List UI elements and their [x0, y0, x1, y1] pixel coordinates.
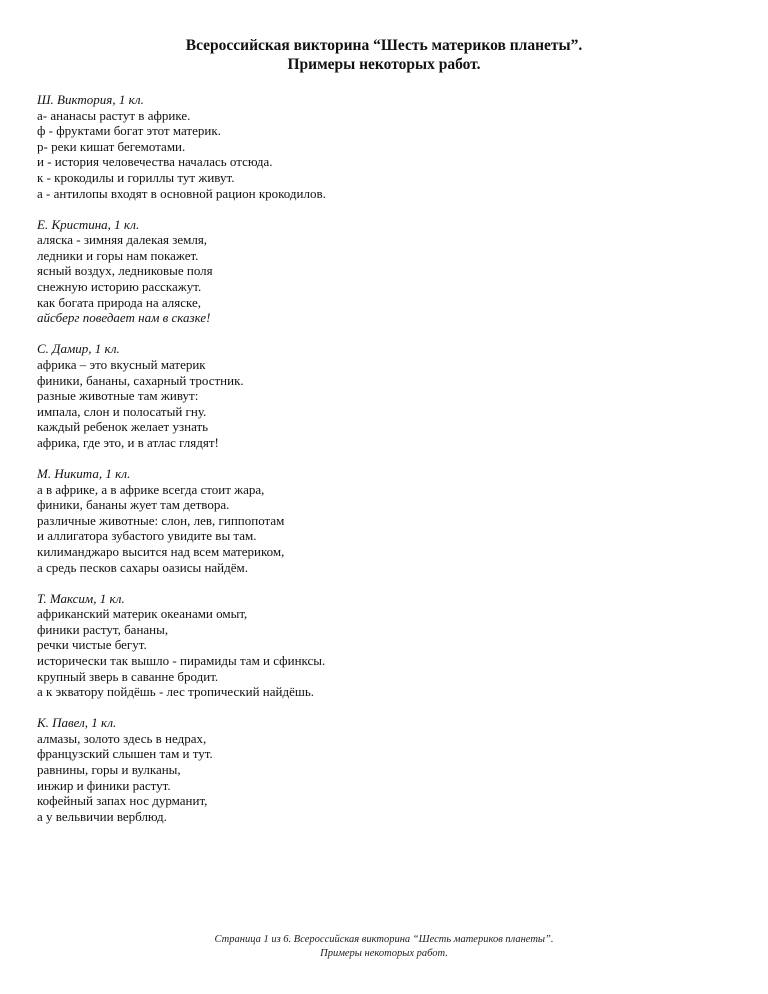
- poem-line: и - история человечества началась отсюда.: [37, 154, 273, 170]
- poem-line: финики, бананы, сахарный тростник.: [37, 372, 244, 388]
- footer-line-2: Примеры некоторых работ.: [320, 948, 448, 959]
- entry-author: Т. Максим, 1 кл.: [37, 590, 125, 606]
- poem-line: а к экватору пойдёшь - лес тропический найдёшь.: [37, 684, 315, 700]
- poem-entry: [37, 341, 737, 450]
- poem-line: а - антилопы входят в основной рацион крокодилов.: [37, 185, 326, 201]
- footer-line-1: Страница 1 из 6. Всероссийская викторина “Шесть материков планеты”.: [214, 934, 554, 945]
- poem-line: инжир и финики растут.: [37, 777, 171, 793]
- poem-line: а средь песков сахары оазисы найдём.: [37, 559, 248, 575]
- poem-line: ф - фруктами богат этот материк.: [37, 123, 221, 139]
- poem-line: африканский материк океанами омыт,: [37, 606, 248, 622]
- poem-line: килиманджаро высится над всем материком,: [37, 543, 285, 559]
- poem-entry: [37, 92, 737, 201]
- entry-author: М. Никита, 1 кл.: [37, 465, 131, 481]
- poem-entry: [37, 715, 737, 824]
- entry-author: С. Дамир, 1 кл.: [37, 341, 120, 357]
- entry-author: К. Павел, 1 кл.: [37, 715, 117, 731]
- poem-line: снежную историю расскажут.: [37, 279, 202, 295]
- poem-line: африка, где это, и в атлас глядят!: [37, 434, 219, 450]
- entries-list: [37, 92, 737, 840]
- poem-line: а в африке, а в африке всегда стоит жара,: [37, 481, 265, 497]
- poem-line: финики растут, бананы,: [37, 621, 169, 637]
- poem-line: исторически так вышло - пирамиды там и сфинксы.: [37, 653, 326, 668]
- document-header: [0, 36, 768, 74]
- page-footer: [0, 933, 768, 961]
- poem-line: кофейный запах нос дурманит,: [37, 793, 208, 809]
- poem-line: р- реки кишат бегемотами.: [37, 138, 186, 154]
- poem-entry: [37, 217, 737, 326]
- poem-line: аляска - зимняя далекая земля,: [37, 232, 208, 248]
- title-line-1: Всероссийская викторина “Шесть материков планеты”.: [185, 37, 583, 54]
- poem-line: финики, бананы жует там детвора.: [37, 497, 230, 513]
- poem-line: разные животные там живут:: [37, 388, 199, 404]
- poem-line: французский слышен там и тут.: [37, 746, 213, 762]
- poem-line: каждый ребенок желает узнать: [37, 419, 209, 435]
- poem-line: ясный воздух, ледниковые поля: [37, 263, 213, 279]
- poem-line: речки чистые бегут.: [37, 637, 147, 653]
- poem-line: и аллигатора зубастого увидите вы там.: [37, 528, 257, 544]
- poem-line: африка – это вкусный материк: [37, 356, 206, 372]
- poem-entry: [37, 591, 737, 700]
- entry-author: Е. Кристина, 1 кл.: [37, 216, 140, 232]
- poem-line: к - крокодилы и гориллы тут живут.: [37, 169, 235, 185]
- poem-line: импала, слон и полосатый гну.: [37, 403, 207, 419]
- poem-line: ледники и горы нам покажет.: [37, 247, 199, 263]
- title-line-2: Примеры некоторых работ.: [287, 56, 481, 73]
- poem-line: крупный зверь в саванне бродит.: [37, 668, 219, 684]
- poem-line: а- ананасы растут в африке.: [37, 107, 191, 123]
- poem-line: как богата природа на аляске,: [37, 294, 201, 310]
- poem-entry: [37, 466, 737, 575]
- poem-line: алмазы, золото здесь в недрах,: [37, 730, 207, 746]
- poem-line: а у вельвичии верблюд.: [37, 808, 167, 824]
- poem-line: равнины, горы и вулканы,: [37, 762, 181, 778]
- poem-line: различные животные: слон, лев, гиппопотам: [37, 512, 285, 528]
- entry-author: Ш. Виктория, 1 кл.: [37, 92, 144, 107]
- poem-line: айсберг поведает нам в сказке!: [37, 310, 211, 326]
